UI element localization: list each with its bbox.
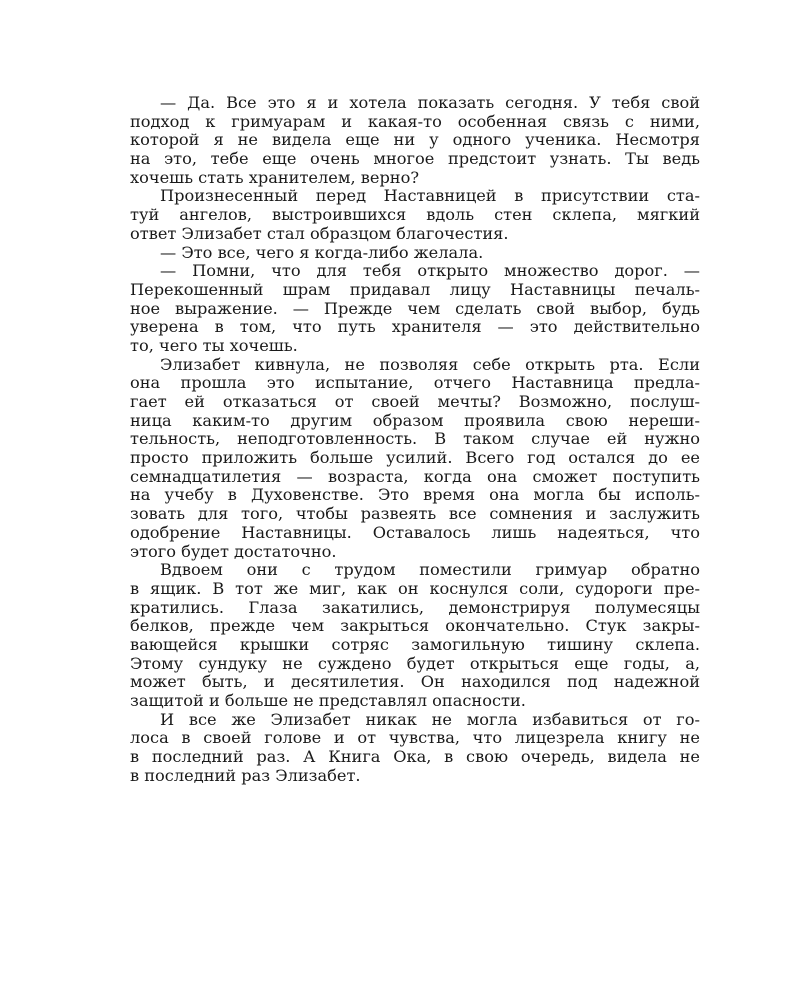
text-line: подход к гримуарам и какая-то особенная связь с ними, [130, 111, 700, 131]
text-line: тельность, неподготовленность. В таком случае ей нужно [130, 429, 700, 449]
text-line: ответ Элизабет стал образцом благочестия. [130, 223, 509, 243]
text-line: то, чего ты хочешь. [130, 335, 298, 355]
text-line: — Это все, чего я когда-либо желала. [160, 242, 484, 262]
text-line: в ящик. В тот же миг, как он коснулся соли, судороги пре- [130, 578, 700, 598]
text-line: — Помни, что для тебя открыто множество дорог. — [160, 261, 700, 281]
text-line: на учебу в Духовенстве. Это время она могла бы исполь- [130, 485, 700, 505]
text-line: Перекошенный шрам придавал лицу Наставницы печаль- [130, 279, 700, 299]
text-line: ное выражение. — Прежде чем сделать свой выбор, будь [130, 298, 700, 318]
text-line: кратились. Глаза закатились, демонстрируя полумесяцы [130, 597, 700, 617]
body-text [130, 94, 700, 785]
text-line: уверена в том, что путь хранителя — это действительно [130, 317, 700, 337]
text-line: в последний раз. А Книга Ока, в свою очередь, видела не [130, 747, 700, 767]
text-line: Произнесенный перед Наставницей в присутствии ста- [160, 186, 700, 206]
text-line: Этому сундуку не суждено будет открыться еще годы, а, [130, 653, 700, 673]
text-line: туй ангелов, выстроившихся вдоль стен склепа, мягкий [130, 205, 700, 225]
text-line: она прошла это испытание, отчего Наставница предла- [130, 373, 700, 393]
text-line: этого будет достаточно. [130, 541, 337, 561]
text-line: ница каким-то другим образом проявила свою нереши- [130, 410, 700, 430]
text-line: белков, прежде чем закрыться окончательно. Стук закры- [130, 616, 700, 636]
text-line: семнадцатилетия — возраста, когда она сможет поступить [130, 466, 700, 486]
text-line: на это, тебе еще очень многое предстоит узнать. Ты ведь [130, 149, 700, 169]
text-line: может быть, и десятилетия. Он находился под надежной [130, 672, 700, 692]
text-line: вающейся крышки сотряс замогильную тишину склепа. [130, 634, 700, 654]
text-line: в последний раз Элизабет. [130, 765, 361, 785]
text-line: которой я не видела еще ни у одного ученика. Несмотря [130, 130, 700, 150]
text-line: защитой и больше не представлял опасности. [130, 691, 526, 710]
text-line: — Да. Все это я и хотела показать сегодня. У тебя свой [160, 93, 700, 112]
text-line: лоса в своей голове и от чувства, что лицезрела книгу не [130, 728, 700, 748]
text-line: хочешь стать хранителем, верно? [130, 167, 420, 187]
text-line: Вдвоем они с трудом поместили гримуар обратно [160, 560, 700, 580]
text-line: зовать для того, чтобы развеять все сомнения и заслужить [130, 504, 700, 524]
text-line: просто приложить больше усилий. Всего год остался до ее [130, 448, 700, 468]
text-line: гает ей отказаться от своей мечты? Возможно, послуш- [130, 392, 700, 411]
text-line: одобрение Наставницы. Оставалось лишь надеяться, что [130, 522, 700, 542]
text-line: Элизабет кивнула, не позволяя себе открыть рта. Если [160, 354, 700, 374]
text-line: И все же Элизабет никак не могла избавиться от го- [160, 709, 700, 729]
